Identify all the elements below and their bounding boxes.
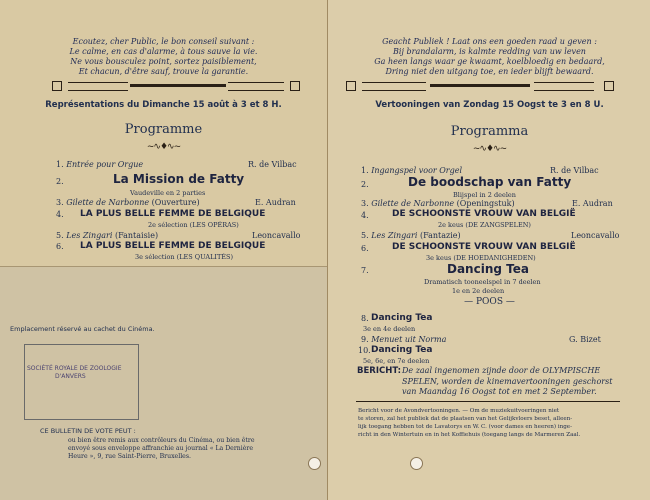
ornamental-rule — [52, 81, 300, 91]
program-item-3: 3. Gilette de Narbonne (Openingstuk) — [361, 199, 515, 208]
composer: Leoncavallo — [252, 231, 301, 240]
program-item-3: 3. Gilette de Narbonne (Ouverture) — [56, 198, 200, 207]
punch-hole — [308, 457, 321, 470]
cinema-stamp-box — [24, 344, 139, 420]
program-item-6-num: 6. — [56, 242, 64, 251]
program-item-6-num: 6. — [361, 244, 369, 253]
page-title: Programme — [124, 122, 203, 137]
program-item-2-num: 2. — [56, 177, 64, 186]
composer: R. de Vilbac — [248, 160, 297, 169]
page-header: Vertooningen van Zondag 15 Oogst te 3 en 8 U. — [375, 100, 604, 110]
program-item-7-sub: Dramatisch tooneelspel in 7 deelen — [424, 278, 541, 286]
program-item-10-title: Dancing Tea — [371, 345, 433, 355]
stamp-placeholder-label: Emplacement réservé au cachet du Cinéma. — [10, 325, 155, 333]
program-item-5: 5. Les Zingari (Fantaisie) — [56, 231, 159, 240]
program-item-1: 1. Entrée pour Orgue — [56, 160, 144, 169]
program-item-2-title: De boodschap van Fatty — [408, 175, 572, 189]
program-item-2-sub: Blijspel in 2 deelen — [453, 191, 516, 199]
right-page — [327, 0, 650, 500]
flourish-icon: ~∿♦∿~ — [472, 144, 507, 154]
program-item-4-title: DE SCHOONSTE VROUW VAN BELGIË — [392, 209, 576, 219]
evening-notice: Bericht voor de Avondvertooningen. — Om de muziekuitvoeringen niet te storen, zal het publiek dat de plaatsen van het Gelijkvloers beset, alleen- lijk toegang hebben tot de Lavatorys en W. C. (voor dames en heeren) inge- richt in den Wintertuin en in het Koffiehuis (toegang langs de Marmeren Zaal. — [358, 408, 581, 438]
program-item-4-sub: 2e keus (DE ZANGSPELEN) — [438, 221, 531, 229]
program-item-4-title: LA PLUS BELLE FEMME DE BELGIQUE — [80, 209, 266, 219]
composer: E. Audran — [572, 199, 613, 208]
bericht-text: De zaal ingenomen zijnde door de OLYMPISCHE SPELEN, worden de kinemavertooningen geschorst van Maandag 16 Oogst tot en met 2 September. — [402, 366, 613, 396]
program-item-5: 5. Les Zingari (Fantazie) — [361, 231, 461, 240]
program-item-10-num: 10. — [358, 346, 371, 355]
program-item-2-sub: Vaudeville en 2 parties — [130, 189, 206, 197]
page-title: Programma — [450, 124, 529, 139]
program-item-4-num: 4. — [56, 210, 64, 219]
program-item-7-sub2: 1e en 2e deelen — [452, 287, 505, 295]
notice-line: Le calme, en cas d'alarme, à tous sauve la vie. — [69, 47, 258, 56]
intermission-label: — POOS — — [464, 297, 515, 307]
program-item-6-sub: 3e keus (DE HOEDANIGHEDEN) — [426, 254, 536, 262]
notice-line: Ecoutez, cher Public, le bon conseil suivant : — [72, 37, 255, 46]
bulletin-text: ou bien être remis aux contrôleurs du Cinéma, ou bien être envoyé sous enveloppe affranchie au journal « La Dernière Heure », 9, rue Saint-Pierre, Bruxelles. — [68, 437, 255, 460]
flourish-icon: ~∿♦∿~ — [146, 142, 181, 152]
program-item-6-sub: 3e sélection (LES QUALITÉS) — [135, 253, 234, 261]
program-item-8-title: Dancing Tea — [371, 313, 433, 323]
stamp-text: SOCIÉTÉ ROYALE DE ZOOLOGIE D'ANVERS — [27, 365, 122, 380]
program-item-7-title: Dancing Tea — [447, 262, 529, 276]
notice-line: Ga heen langs waar ge kwaamt, koelbloedig en bedaard, — [374, 57, 605, 66]
notice-line: Et chacun, d'être sauf, trouve la garantie. — [78, 67, 249, 76]
program-item-8-sub: 3e en 4e deelen — [363, 325, 416, 333]
punch-hole — [410, 457, 423, 470]
notice-line: Bij brandalarm, is kalmte redding van uw leven — [393, 47, 586, 56]
program-item-2-num: 2. — [361, 180, 369, 189]
bericht-label: BERICHT: — [357, 366, 402, 376]
bulletin-heading: CE BULLETIN DE VOTE PEUT : — [40, 427, 136, 435]
safety-notice-nl — [328, 37, 650, 77]
program-item-4-sub: 2e sélection (LES OPÉRAS) — [148, 221, 239, 229]
program-item-6-title: DE SCHOONSTE VROUW VAN BELGIË — [392, 242, 576, 252]
composer: E. Audran — [255, 198, 296, 207]
program-item-7-num: 7. — [361, 266, 369, 275]
page-header: Représentations du Dimanche 15 août à 3 et 8 H. — [45, 100, 282, 110]
program-item-10-sub: 5e, 6e, en 7e deelen — [363, 357, 430, 365]
safety-notice-fr — [0, 37, 327, 77]
program-item-2-title: La Mission de Fatty — [113, 172, 245, 186]
notice-line: Ne vous bousculez point, sortez paisiblement, — [70, 57, 257, 66]
composer: Leoncavallo — [571, 231, 620, 240]
composer: R. de Vilbac — [550, 166, 599, 175]
program-item-1: 1. Ingangspel voor Orgel — [361, 166, 463, 175]
program-item-8-num: 8. — [361, 314, 369, 323]
divider — [356, 401, 620, 402]
composer: G. Bizet — [569, 335, 601, 344]
notice-line: Geacht Publiek ! Laat ons een goeden raad u geven : — [382, 37, 597, 46]
ornamental-rule — [346, 81, 614, 91]
program-item-4-num: 4. — [361, 211, 369, 220]
program-item-6-title: LA PLUS BELLE FEMME DE BELGIQUE — [80, 241, 266, 251]
notice-line: Dring niet den uitgang toe, en ieder blijft bewaard. — [385, 67, 594, 76]
program-item-9: 9. Menuet uit Norma — [361, 335, 447, 344]
